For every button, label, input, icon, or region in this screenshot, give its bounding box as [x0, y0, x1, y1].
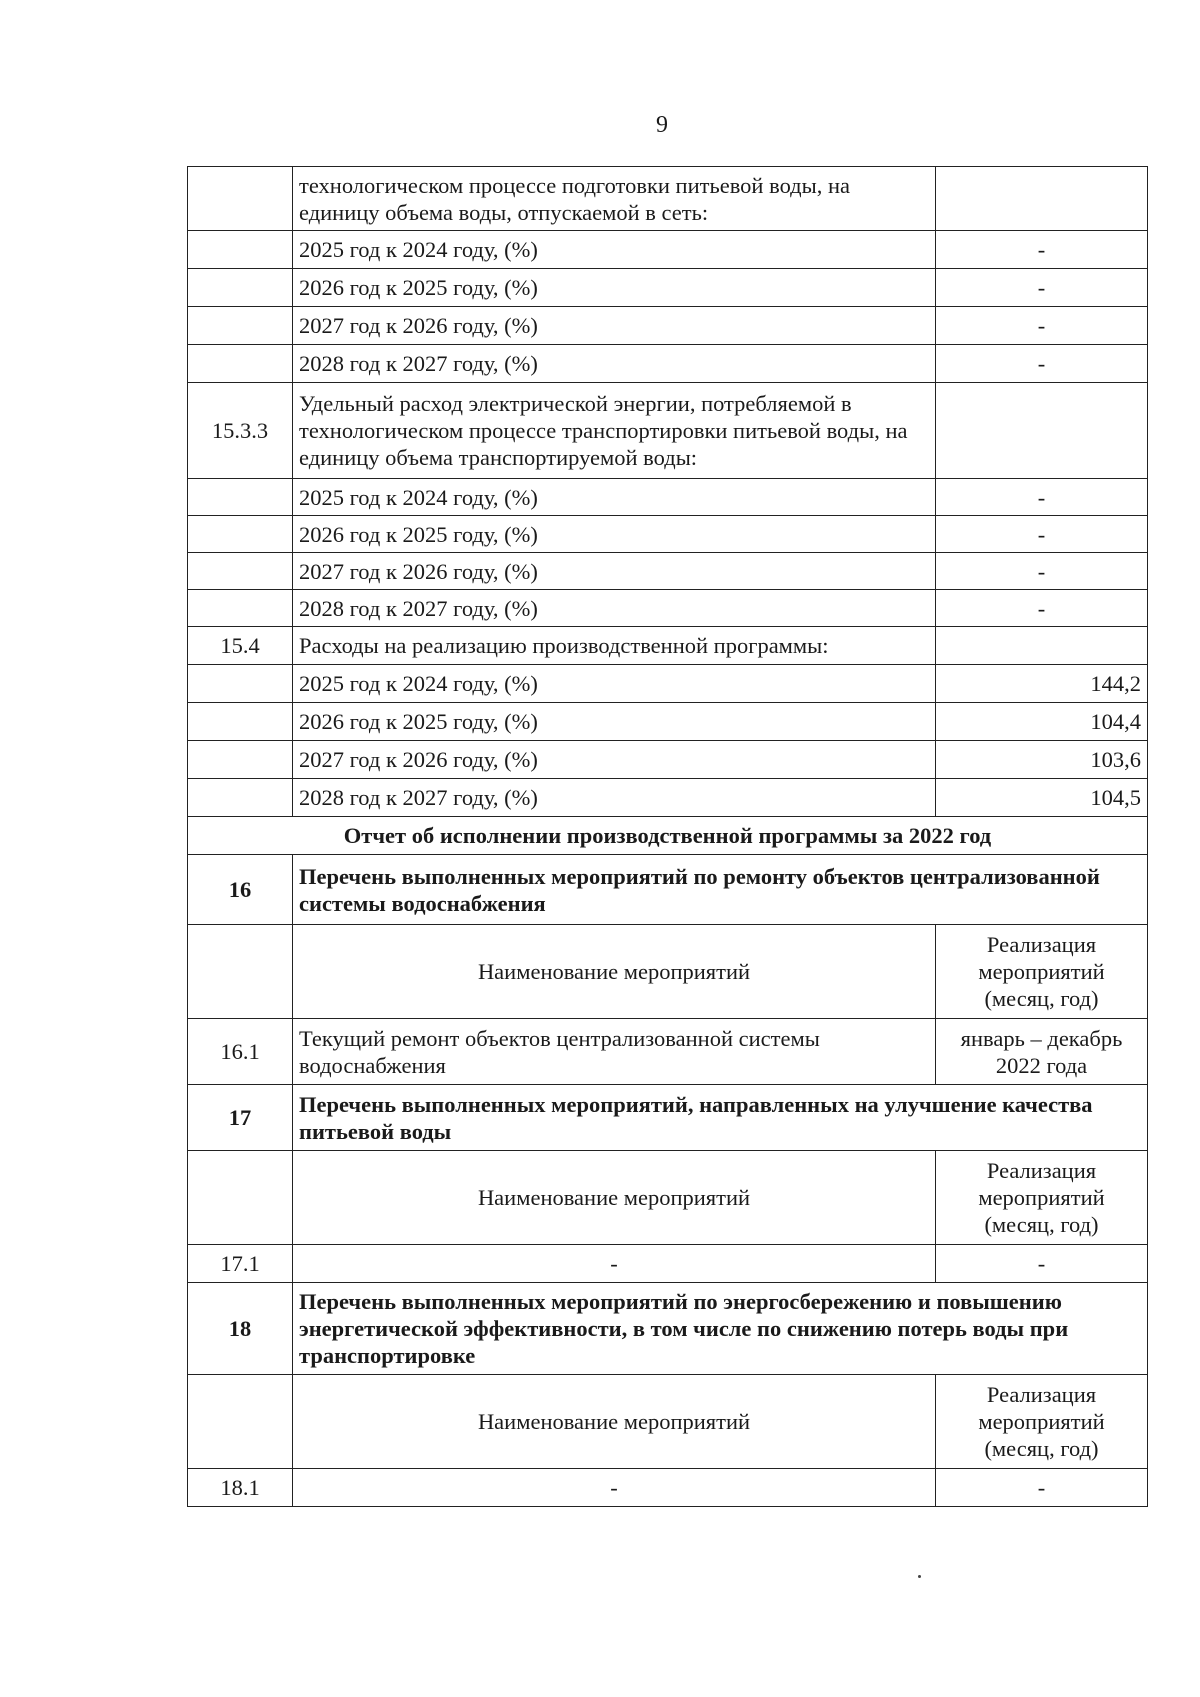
row-label: 2027 год к 2026 году, (%) [293, 307, 936, 345]
table-row [188, 479, 1148, 516]
table-row [188, 779, 1148, 817]
row-label: - [293, 1469, 936, 1507]
table-row [188, 925, 1148, 1019]
table-row [188, 553, 1148, 590]
table-row [188, 1283, 1148, 1375]
row-label: 2028 год к 2027 году, (%) [293, 779, 936, 817]
table-row [188, 855, 1148, 925]
row-value: - [936, 307, 1148, 345]
table-row [188, 1469, 1148, 1507]
section-number: 15.4 [188, 627, 293, 665]
row-label: 2025 год к 2024 году, (%) [293, 479, 936, 516]
column-header-implementation: Реализация мероприятий (месяц, год) [936, 925, 1148, 1019]
row-value: - [936, 269, 1148, 307]
column-header-name: Наименование мероприятий [293, 1151, 936, 1245]
section-number: 18 [188, 1283, 293, 1375]
row-value: январь – декабрь 2022 года [936, 1019, 1148, 1085]
section-number: 17 [188, 1085, 293, 1151]
row-value: - [936, 516, 1148, 553]
num-cell [188, 345, 293, 383]
table-row [188, 703, 1148, 741]
value-cell [936, 167, 1148, 231]
num-cell [188, 741, 293, 779]
row-value: - [936, 1245, 1148, 1283]
num-cell [188, 553, 293, 590]
table-row [188, 1085, 1148, 1151]
section-text: Перечень выполненных мероприятий, направленных на улучшение качества питьевой воды [293, 1085, 1148, 1151]
section-number: 18.1 [188, 1469, 293, 1507]
num-cell [188, 1151, 293, 1245]
row-label: Текущий ремонт объектов централизованной системы водоснабжения [293, 1019, 936, 1085]
value-cell [936, 383, 1148, 479]
num-cell [188, 231, 293, 269]
column-header-name: Наименование мероприятий [293, 1375, 936, 1469]
section-number: 15.3.3 [188, 383, 293, 479]
table-row [188, 1151, 1148, 1245]
section-text: Расходы на реализацию производственной программы: [293, 627, 936, 665]
table-row [188, 627, 1148, 665]
row-label: 2027 год к 2026 году, (%) [293, 741, 936, 779]
table-row [188, 590, 1148, 627]
row-value: - [936, 1469, 1148, 1507]
row-label: 2026 год к 2025 году, (%) [293, 516, 936, 553]
table-row [188, 307, 1148, 345]
row-label: 2026 год к 2025 году, (%) [293, 269, 936, 307]
row-value: 103,6 [936, 741, 1148, 779]
row-value: 104,5 [936, 779, 1148, 817]
section-number: 16.1 [188, 1019, 293, 1085]
num-cell [188, 665, 293, 703]
row-value: - [936, 479, 1148, 516]
num-cell [188, 167, 293, 231]
row-value: - [936, 345, 1148, 383]
table-row [188, 1375, 1148, 1469]
row-label: 2025 год к 2024 году, (%) [293, 231, 936, 269]
row-label: 2026 год к 2025 году, (%) [293, 703, 936, 741]
report-header: Отчет об исполнении производственной программы за 2022 год [188, 817, 1148, 855]
num-cell [188, 779, 293, 817]
num-cell [188, 590, 293, 627]
num-cell [188, 307, 293, 345]
table-row [188, 383, 1148, 479]
table-row [188, 1019, 1148, 1085]
num-cell [188, 479, 293, 516]
table-row [188, 231, 1148, 269]
section-number: 17.1 [188, 1245, 293, 1283]
table-row [188, 269, 1148, 307]
intro-text: технологическом процессе подготовки питьевой воды, на единицу объема воды, отпускаемой в сеть: [293, 167, 936, 231]
row-label: 2027 год к 2026 году, (%) [293, 553, 936, 590]
row-value: - [936, 231, 1148, 269]
scan-speck [918, 1575, 921, 1578]
section-text: Перечень выполненных мероприятий по энергосбережению и повышению энергетической эффективности, в том числе по снижению потерь воды при транспортировке [293, 1283, 1148, 1375]
row-value: - [936, 590, 1148, 627]
table-row [188, 817, 1148, 855]
num-cell [188, 703, 293, 741]
num-cell [188, 269, 293, 307]
value-cell [936, 627, 1148, 665]
program-table [187, 166, 1148, 1507]
row-label: 2028 год к 2027 году, (%) [293, 345, 936, 383]
num-cell [188, 1375, 293, 1469]
section-text: Перечень выполненных мероприятий по ремонту объектов централизованной системы водоснабжения [293, 855, 1148, 925]
table-row [188, 665, 1148, 703]
table-row [188, 1245, 1148, 1283]
row-label: 2025 год к 2024 году, (%) [293, 665, 936, 703]
table-row [188, 345, 1148, 383]
table-row [188, 516, 1148, 553]
column-header-implementation: Реализация мероприятий (месяц, год) [936, 1151, 1148, 1245]
column-header-implementation: Реализация мероприятий (месяц, год) [936, 1375, 1148, 1469]
table-row [188, 741, 1148, 779]
section-number: 16 [188, 855, 293, 925]
column-header-name: Наименование мероприятий [293, 925, 936, 1019]
num-cell [188, 516, 293, 553]
row-value: 144,2 [936, 665, 1148, 703]
page-number: 9 [656, 112, 668, 138]
row-value: - [936, 553, 1148, 590]
section-text: Удельный расход электрической энергии, потребляемой в технологическом процессе транспортировки питьевой воды, на единицу объема транспортируемой воды: [293, 383, 936, 479]
row-label: - [293, 1245, 936, 1283]
num-cell [188, 925, 293, 1019]
table-row [188, 167, 1148, 231]
row-label: 2028 год к 2027 году, (%) [293, 590, 936, 627]
row-value: 104,4 [936, 703, 1148, 741]
